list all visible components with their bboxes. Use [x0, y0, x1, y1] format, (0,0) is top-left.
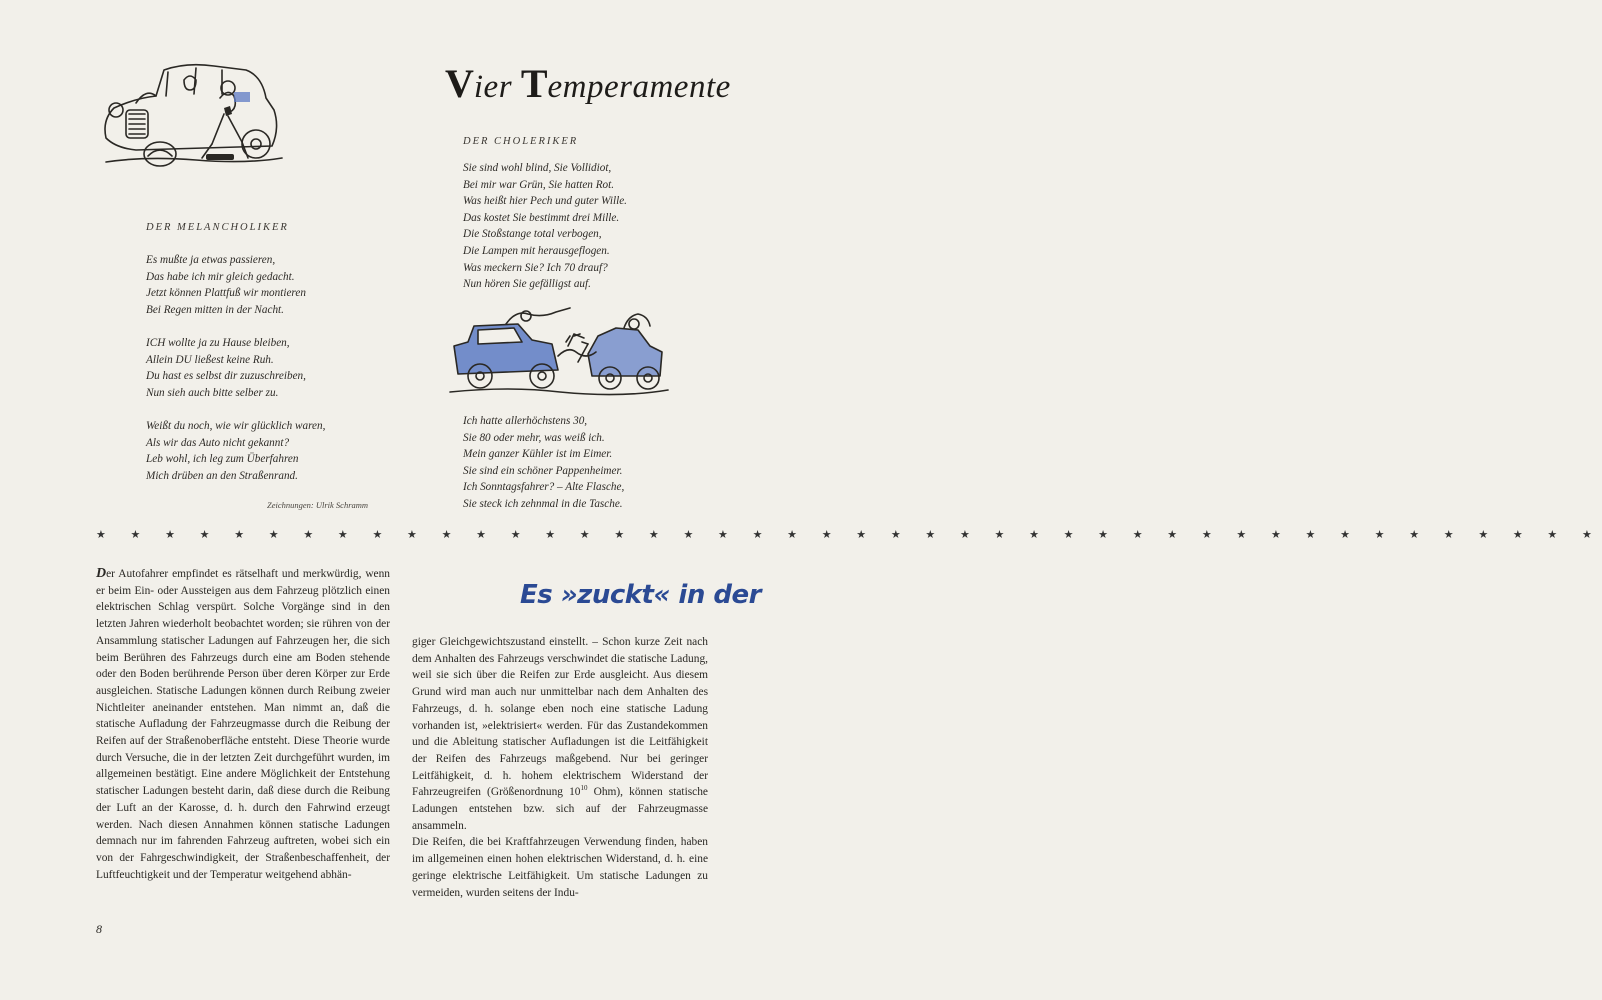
poem-line: Allein DU ließest keine Ruh. [146, 353, 274, 366]
choleriker-poem-2 [463, 413, 703, 513]
illustration-car-collision [448, 306, 670, 402]
poem-line: Mein ganzer Kühler ist im Eimer. [463, 448, 613, 461]
article-column-left [96, 566, 390, 883]
article-text: Die Reifen, die bei Kraftfahrzeugen Verwendung finden, haben im allgemeinen einen hohen elektrischen Widerstand, d. h. eine geringe elektrische Leitfähigkeit. Um statische Ladungen zu vermeiden, wurden seitens der Indu- [412, 836, 708, 899]
article-text: er Autofahrer empfindet es rätselhaft und merkwürdig, wenn er beim Ein- oder Aussteigen aus dem Fahrzeug plötzlich einen elektrischen Schlag verspürt. Solche Vorgänge sind in den letzten Jahren wiederholt beobachtet worden; sie rühren von der Ansammlung statischer Ladungen auf Fahrzeugen her, die sich beim Berühren des Fahrzeugs durch eine am Boden stehende oder den Boden berührende Person über deren Körper zur Erde ausgleichen. Statische Ladungen können durch Reibung zweier Nichtleiter aneinander entstehen. Man nimmt an, daß die statische Aufladung der Fahrzeugmasse durch die Reibung der Reifen auf der Straßenoberfläche entsteht. Diese Theorie wurde durch Versuche, die in der letzten Zeit durchgeführt wurden, im allgemeinen bestätigt. Eine andere Möglichkeit der Entstehung statischer Ladungen besteht darin, daß diese durch die Reibung der Luft an der Karosse, d. h. durch den Fahrwind erzeugt werden. Nach diesen Annahmen können statische Ladungen demnach nur im fahrenden Fahrzeug auftreten, wobei sich ein von der Fahrgeschwindigkeit, der Straßenbeschaffenheit, der Luftfeuchtigkeit und der Temperatur weitgehend abhän- [96, 568, 390, 881]
title-rest-v: ier [473, 69, 513, 105]
poem-line: Bei mir war Grün, Sie hatten Rot. [463, 178, 615, 191]
poem-line: Das kostet Sie bestimmt drei Mille. [463, 211, 620, 224]
melancholiker-poem [146, 252, 386, 501]
poem-line: Jetzt können Plattfuß wir montieren [146, 287, 306, 300]
poem-line: Weißt du noch, wie wir glücklich waren, [146, 419, 326, 432]
choleriker-heading: DER CHOLERIKER [463, 136, 579, 147]
poem-line: Die Stoßstange total verbogen, [463, 228, 602, 241]
drop-cap: D [96, 566, 107, 581]
poem-line: Sie sind ein schöner Pappenheimer. [463, 464, 623, 477]
article-paragraph [96, 566, 390, 883]
poem-line: Ich hatte allerhöchstens 30, [463, 415, 588, 427]
title-initial-t: T [520, 61, 548, 106]
poem-line: Das habe ich mir gleich gedacht. [146, 270, 295, 283]
illustration-broken-car [96, 58, 292, 176]
star-divider: ★ ★ ★ ★ ★ ★ ★ ★ ★ ★ ★ ★ ★ ★ ★ ★ ★ ★ ★ ★ ★ ★ ★ ★ ★ ★ ★ ★ ★ ★ ★ ★ ★ ★ ★ ★ ★ ★ ★ ★ ★ ★ ★ ★ [96, 528, 1602, 541]
page-title [445, 60, 731, 107]
article-paragraph [412, 634, 708, 834]
melancholiker-heading: DER MELANCHOLIKER [146, 222, 289, 233]
poem-line: Sie 80 oder mehr, was weiß ich. [463, 431, 605, 444]
poem-line: Als wir das Auto nicht gekannt? [146, 436, 290, 449]
poem-line: Sie steck ich zehnmal in die Tasche. [463, 497, 623, 510]
article-text: Ohm), können statische Ladungen entstehen bzw. sich auf der Fahrzeugmasse ansammeln. [412, 786, 708, 832]
illustration-credit: Zeichnungen: Ulrik Schramm [267, 500, 369, 510]
article-headline: Es »zuckt« in der [520, 580, 761, 610]
poem-line: Mich drüben an den Straßenrand. [146, 469, 298, 482]
poem-line: Sie sind wohl blind, Sie Vollidiot, [463, 162, 612, 174]
choleriker-poem-1 [463, 160, 703, 293]
title-initial-v: V [445, 61, 474, 106]
poem-line: Es mußte ja etwas passieren, [146, 254, 276, 266]
poem-line: Was meckern Sie? Ich 70 drauf? [463, 261, 608, 274]
poem-line: Die Lampen mit herausgeflogen. [463, 244, 610, 257]
poem-line: Nun sieh auch bitte selber zu. [146, 386, 279, 399]
poem-line: Nun hören Sie gefälligst auf. [463, 278, 591, 291]
poem-line: Du hast es selbst dir zuzuschreiben, [146, 370, 306, 383]
melancholiker-stanza-1 [146, 252, 386, 318]
poem-line: Ich Sonntagsfahrer? – Alte Flasche, [463, 481, 625, 494]
poem-line: ICH wollte ja zu Hause bleiben, [146, 336, 290, 349]
page-number: 8 [96, 922, 102, 936]
melancholiker-stanza-2 [146, 335, 386, 401]
exponent: 10 [580, 784, 588, 793]
article-column-right [412, 634, 708, 901]
title-rest-t: emperamente [547, 69, 731, 105]
article-paragraph [412, 834, 708, 901]
poem-line: Leb wohl, ich leg zum Überfahren [146, 453, 299, 466]
poem-line: Was heißt hier Pech und guter Wille. [463, 195, 627, 208]
article-text: giger Gleichgewichtszustand einstellt. – Schon kurze Zeit nach dem Anhalten des Fahrzeugs verschwindet die statische Ladung, weil sie sich über die Reifen zur Erde ausgleicht. Aus diesem Grund wird man auch nur unmittelbar nach dem Anhalten des Fahrzeugs, d. h. solange eben noch eine statische Ladung vorhanden ist, »elektrisiert« werden. Für das Zustandekommen und die Ableitung statischer Aufladungen ist die Leitfähigkeit der Reifen des Fahrzeugs maßgebend. Nur bei geringer Leitfähigkeit, d. h. hohem elektrischem Widerstand der Fahrzeugreifen (Größenordnung 10 [412, 636, 708, 799]
poem-line: Bei Regen mitten in der Nacht. [146, 303, 284, 316]
melancholiker-stanza-3 [146, 418, 386, 484]
